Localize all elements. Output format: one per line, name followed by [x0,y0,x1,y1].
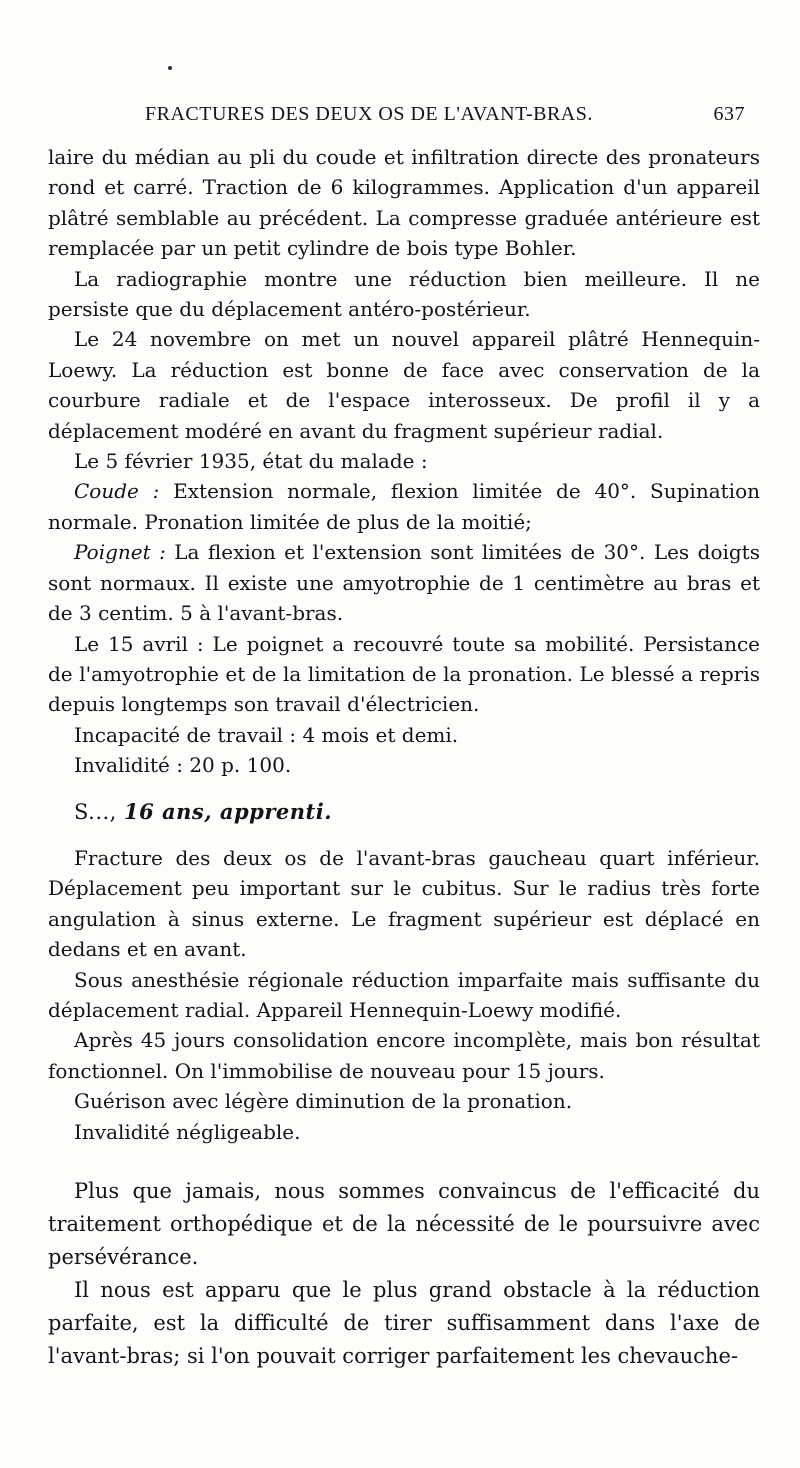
paragraph: La radiographie montre une réduction bien meilleure. Il ne persiste que du déplacement antéro-postérieur. [48,266,760,322]
spacer [48,827,760,843]
paragraph [48,476,760,537]
page-body [48,142,760,1373]
case-patient-detail: 16 ans, apprenti. [124,798,333,824]
paragraph: Après 45 jours consolidation encore incomplète, mais bon résultat fonctionnel. On l'immobilise de nouveau pour 15 jours. [48,1028,760,1083]
paragraph [48,537,760,628]
coude-label: Coude : [74,479,160,504]
paragraph: laire du médian au pli du coude et infiltration directe des pronateurs rond et carré. Traction de 6 kilogrammes. Application d'un appareil plâtré semblable au précédent. La compresse graduée antérieure est remplacée par un petit cylindre de bois type Bohler. [48,145,760,261]
case-one-continuation [48,142,760,781]
paragraph: Le 15 avril : Le poignet a recouvré toute sa mobilité. Persistance de l'amyotrophie et de la limitation de la pronation. Le blessé a repris depuis longtemps son travail d'électricien. [48,631,760,717]
paragraph: Le 24 novembre on met un nouvel appareil plâtré Hennequin-Loewy. La réduction est bonne de face avec conservation de la courbure radiale et de l'espace interosseux. De profil il y a déplacement modéré en avant du fragment supérieur radial. [48,327,760,443]
paragraph: Il nous est apparu que le plus grand obstacle à la réduction parfaite, est la difficulté de tirer suffisamment dans l'axe de l'avant-bras; si l'on pouvait corriger parfaitement les chevauche- [48,1278,760,1368]
paragraph: Guérison avec légère diminution de la pronation. [74,1089,573,1114]
paragraph: Le 5 février 1935, état du malade : [74,449,428,474]
page-number: 637 [713,103,745,125]
case-heading [48,797,760,827]
spacer [48,1147,760,1175]
print-speck [168,66,172,70]
coude-text: Extension normale, flexion limitée de 40°. Supination normale. Pronation limitée de plus de la moitié; [48,479,760,534]
case-two [48,797,760,1147]
paragraph: Invalidité négligeable. [74,1119,301,1144]
poignet-label: Poignet : [74,540,166,565]
poignet-text: La flexion et l'extension sont limitées de 30°. Les doigts sont normaux. Il existe une amyotrophie de 1 centimètre au bras et de 3 centim. 5 à l'avant-bras. [48,540,760,626]
paragraph: Fracture des deux os de l'avant-bras gaucheau quart inférieur. Déplacement peu important sur le cubitus. Sur le radius très forte angulation à sinus externe. Le fragment supérieur est déplacé en dedans et en avant. [48,845,760,962]
closing-discussion [48,1175,760,1373]
case-patient-initial: S..., [74,799,125,824]
paragraph: Incapacité de travail : 4 mois et demi. [74,722,459,747]
running-title: FRACTURES DES DEUX OS DE L'AVANT-BRAS. [145,103,593,125]
paragraph: Plus que jamais, nous sommes convaincus de l'efficacité du traitement orthopédique et de la nécessité de le poursuivre avec persévérance. [48,1179,760,1269]
running-header [145,103,745,131]
paragraph: Sous anesthésie régionale réduction imparfaite mais suffisante du déplacement radial. Appareil Hennequin-Loewy modifié. [48,967,760,1022]
spacer [48,781,760,797]
paragraph: Invalidité : 20 p. 100. [74,753,292,778]
